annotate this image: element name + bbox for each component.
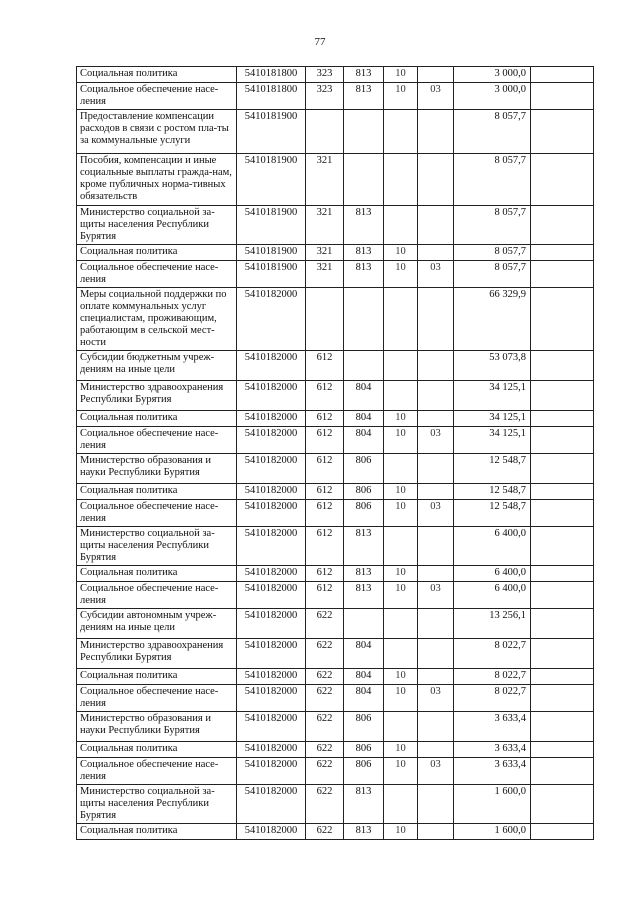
- row-amount-cell: 6 400,0: [454, 582, 531, 609]
- row-rz-cell: 10: [384, 261, 418, 288]
- row-vr-cell: 612: [306, 381, 344, 411]
- row-amount-cell: 53 073,8: [454, 351, 531, 381]
- row-code-cell: 5410182000: [237, 288, 306, 351]
- row-empty-cell: [531, 785, 594, 824]
- row-amount-cell: 8 057,7: [454, 154, 531, 206]
- row-vr-cell: 323: [306, 83, 344, 110]
- row-name-cell: Социальное обеспечение насе-ления: [77, 261, 237, 288]
- row-vr-cell: 612: [306, 582, 344, 609]
- row-name-cell: Социальное обеспечение насе-ления: [77, 427, 237, 454]
- row-grbs-cell: 813: [344, 67, 384, 83]
- table-row: [77, 288, 594, 351]
- row-empty-cell: [531, 669, 594, 685]
- row-rz-cell: 10: [384, 245, 418, 261]
- row-pr-cell: [418, 712, 454, 742]
- row-pr-cell: [418, 411, 454, 427]
- table-row: [77, 454, 594, 484]
- row-pr-cell: [418, 785, 454, 824]
- row-grbs-cell: 806: [344, 500, 384, 527]
- table-row: [77, 685, 594, 712]
- row-code-cell: 5410182000: [237, 639, 306, 669]
- row-pr-cell: [418, 288, 454, 351]
- row-pr-cell: 03: [418, 261, 454, 288]
- row-rz-cell: [384, 785, 418, 824]
- row-amount-cell: 12 548,7: [454, 484, 531, 500]
- table-row: [77, 67, 594, 83]
- table-row: [77, 582, 594, 609]
- row-vr-cell: 622: [306, 685, 344, 712]
- row-empty-cell: [531, 582, 594, 609]
- row-grbs-cell: 804: [344, 685, 384, 712]
- row-grbs-cell: 804: [344, 411, 384, 427]
- row-rz-cell: 10: [384, 758, 418, 785]
- row-code-cell: 5410182000: [237, 742, 306, 758]
- row-rz-cell: [384, 351, 418, 381]
- row-amount-cell: 34 125,1: [454, 381, 531, 411]
- row-pr-cell: 03: [418, 83, 454, 110]
- row-name-cell: Социальная политика: [77, 411, 237, 427]
- row-grbs-cell: [344, 110, 384, 154]
- row-pr-cell: 03: [418, 500, 454, 527]
- row-vr-cell: [306, 288, 344, 351]
- row-grbs-cell: [344, 288, 384, 351]
- row-pr-cell: [418, 381, 454, 411]
- row-rz-cell: 10: [384, 669, 418, 685]
- row-pr-cell: 03: [418, 758, 454, 785]
- row-vr-cell: 321: [306, 245, 344, 261]
- row-empty-cell: [531, 609, 594, 639]
- row-amount-cell: 8 022,7: [454, 669, 531, 685]
- row-grbs-cell: 806: [344, 758, 384, 785]
- table-row: [77, 785, 594, 824]
- table-row: [77, 83, 594, 110]
- row-rz-cell: [384, 381, 418, 411]
- row-name-cell: Министерство социальной за-щиты населения Республики Бурятия: [77, 527, 237, 566]
- row-code-cell: 5410182000: [237, 685, 306, 712]
- row-vr-cell: 612: [306, 500, 344, 527]
- row-grbs-cell: 813: [344, 785, 384, 824]
- row-vr-cell: 622: [306, 758, 344, 785]
- table-row: [77, 351, 594, 381]
- row-rz-cell: [384, 288, 418, 351]
- table-row: [77, 609, 594, 639]
- row-code-cell: 5410182000: [237, 500, 306, 527]
- row-grbs-cell: 806: [344, 742, 384, 758]
- row-empty-cell: [531, 381, 594, 411]
- row-code-cell: 5410181900: [237, 245, 306, 261]
- row-vr-cell: 323: [306, 67, 344, 83]
- table-row: [77, 261, 594, 288]
- row-code-cell: 5410181900: [237, 154, 306, 206]
- table-row: [77, 411, 594, 427]
- row-name-cell: Министерство социальной за-щиты населения Республики Бурятия: [77, 785, 237, 824]
- row-rz-cell: 10: [384, 582, 418, 609]
- row-empty-cell: [531, 206, 594, 245]
- row-vr-cell: 612: [306, 566, 344, 582]
- table-row: [77, 154, 594, 206]
- row-empty-cell: [531, 685, 594, 712]
- row-amount-cell: 8 057,7: [454, 110, 531, 154]
- row-vr-cell: 321: [306, 261, 344, 288]
- row-amount-cell: 8 057,7: [454, 206, 531, 245]
- row-grbs-cell: 806: [344, 454, 384, 484]
- row-grbs-cell: [344, 609, 384, 639]
- row-rz-cell: [384, 454, 418, 484]
- row-name-cell: Социальное обеспечение насе-ления: [77, 685, 237, 712]
- row-name-cell: Социальная политика: [77, 824, 237, 840]
- row-rz-cell: 10: [384, 427, 418, 454]
- row-vr-cell: 622: [306, 712, 344, 742]
- row-grbs-cell: 804: [344, 639, 384, 669]
- row-rz-cell: 10: [384, 484, 418, 500]
- row-empty-cell: [531, 261, 594, 288]
- row-name-cell: Министерство образования и науки Республики Бурятия: [77, 454, 237, 484]
- row-pr-cell: [418, 67, 454, 83]
- row-amount-cell: 1 600,0: [454, 785, 531, 824]
- row-amount-cell: 8 057,7: [454, 245, 531, 261]
- table-row: [77, 500, 594, 527]
- row-code-cell: 5410182000: [237, 566, 306, 582]
- table-row: [77, 742, 594, 758]
- row-pr-cell: [418, 110, 454, 154]
- row-amount-cell: 12 548,7: [454, 500, 531, 527]
- row-empty-cell: [531, 67, 594, 83]
- row-grbs-cell: 804: [344, 427, 384, 454]
- row-code-cell: 5410182000: [237, 609, 306, 639]
- row-grbs-cell: 813: [344, 582, 384, 609]
- row-name-cell: Предоставление компенсации расходов в связи с ростом пла-ты за коммунальные услуги: [77, 110, 237, 154]
- row-vr-cell: 622: [306, 669, 344, 685]
- row-pr-cell: [418, 639, 454, 669]
- row-amount-cell: 6 400,0: [454, 527, 531, 566]
- row-pr-cell: 03: [418, 427, 454, 454]
- row-amount-cell: 3 633,4: [454, 712, 531, 742]
- row-amount-cell: 8 022,7: [454, 685, 531, 712]
- row-code-cell: 5410182000: [237, 669, 306, 685]
- row-empty-cell: [531, 245, 594, 261]
- row-name-cell: Меры социальной поддержки по оплате коммунальных услуг специалистам, проживающим, работающим в сельской мест-ности: [77, 288, 237, 351]
- row-amount-cell: 66 329,9: [454, 288, 531, 351]
- row-amount-cell: 3 633,4: [454, 742, 531, 758]
- row-empty-cell: [531, 527, 594, 566]
- row-name-cell: Социальная политика: [77, 742, 237, 758]
- row-empty-cell: [531, 484, 594, 500]
- row-vr-cell: 612: [306, 351, 344, 381]
- table-row: [77, 566, 594, 582]
- row-code-cell: 5410181800: [237, 83, 306, 110]
- row-pr-cell: [418, 245, 454, 261]
- row-name-cell: Социальное обеспечение насе-ления: [77, 500, 237, 527]
- row-empty-cell: [531, 639, 594, 669]
- row-empty-cell: [531, 427, 594, 454]
- row-amount-cell: 13 256,1: [454, 609, 531, 639]
- row-empty-cell: [531, 758, 594, 785]
- row-pr-cell: [418, 742, 454, 758]
- row-rz-cell: [384, 639, 418, 669]
- row-name-cell: Социальное обеспечение насе-ления: [77, 758, 237, 785]
- row-vr-cell: 612: [306, 427, 344, 454]
- row-code-cell: 5410181900: [237, 110, 306, 154]
- row-vr-cell: 321: [306, 206, 344, 245]
- table-row: [77, 245, 594, 261]
- row-name-cell: Пособия, компенсации и иные социальные выплаты гражда-нам, кроме публичных норма-тивных обязательств: [77, 154, 237, 206]
- row-vr-cell: 612: [306, 454, 344, 484]
- row-empty-cell: [531, 566, 594, 582]
- row-grbs-cell: 813: [344, 261, 384, 288]
- row-vr-cell: 622: [306, 742, 344, 758]
- row-amount-cell: 1 600,0: [454, 824, 531, 840]
- row-rz-cell: 10: [384, 83, 418, 110]
- row-pr-cell: [418, 824, 454, 840]
- row-pr-cell: 03: [418, 685, 454, 712]
- row-amount-cell: 34 125,1: [454, 427, 531, 454]
- row-code-cell: 5410182000: [237, 824, 306, 840]
- row-code-cell: 5410182000: [237, 411, 306, 427]
- row-rz-cell: [384, 609, 418, 639]
- row-pr-cell: [418, 454, 454, 484]
- row-pr-cell: [418, 154, 454, 206]
- row-grbs-cell: 813: [344, 824, 384, 840]
- row-grbs-cell: [344, 351, 384, 381]
- row-code-cell: 5410182000: [237, 381, 306, 411]
- row-empty-cell: [531, 742, 594, 758]
- row-grbs-cell: 813: [344, 206, 384, 245]
- table-row: [77, 639, 594, 669]
- row-empty-cell: [531, 110, 594, 154]
- table-row: [77, 669, 594, 685]
- row-pr-cell: [418, 566, 454, 582]
- row-code-cell: 5410181800: [237, 67, 306, 83]
- row-name-cell: Социальная политика: [77, 669, 237, 685]
- row-vr-cell: 622: [306, 639, 344, 669]
- row-name-cell: Социальная политика: [77, 245, 237, 261]
- row-code-cell: 5410182000: [237, 427, 306, 454]
- row-code-cell: 5410181900: [237, 206, 306, 245]
- row-code-cell: 5410182000: [237, 758, 306, 785]
- row-name-cell: Субсидии бюджетным учреж-дениям на иные цели: [77, 351, 237, 381]
- row-vr-cell: [306, 110, 344, 154]
- row-rz-cell: 10: [384, 500, 418, 527]
- row-empty-cell: [531, 454, 594, 484]
- table-row: [77, 110, 594, 154]
- row-vr-cell: 612: [306, 411, 344, 427]
- row-rz-cell: 10: [384, 411, 418, 427]
- row-rz-cell: 10: [384, 566, 418, 582]
- row-rz-cell: 10: [384, 67, 418, 83]
- row-grbs-cell: 813: [344, 245, 384, 261]
- row-amount-cell: 8 022,7: [454, 639, 531, 669]
- row-code-cell: 5410182000: [237, 712, 306, 742]
- row-name-cell: Социальная политика: [77, 484, 237, 500]
- row-grbs-cell: 806: [344, 712, 384, 742]
- row-rz-cell: 10: [384, 824, 418, 840]
- row-code-cell: 5410182000: [237, 527, 306, 566]
- table-row: [77, 824, 594, 840]
- row-pr-cell: [418, 669, 454, 685]
- row-pr-cell: [418, 351, 454, 381]
- row-amount-cell: 8 057,7: [454, 261, 531, 288]
- row-rz-cell: [384, 527, 418, 566]
- row-name-cell: Министерство здравоохранения Республики Бурятия: [77, 639, 237, 669]
- row-grbs-cell: 813: [344, 566, 384, 582]
- row-code-cell: 5410182000: [237, 582, 306, 609]
- budget-table: [76, 66, 594, 840]
- table-row: [77, 527, 594, 566]
- row-amount-cell: 3 000,0: [454, 67, 531, 83]
- row-grbs-cell: 806: [344, 484, 384, 500]
- row-grbs-cell: 804: [344, 381, 384, 411]
- row-code-cell: 5410182000: [237, 785, 306, 824]
- row-rz-cell: [384, 206, 418, 245]
- page-number: 77: [314, 36, 326, 48]
- row-rz-cell: 10: [384, 742, 418, 758]
- row-code-cell: 5410182000: [237, 454, 306, 484]
- row-code-cell: 5410181900: [237, 261, 306, 288]
- row-name-cell: Социальная политика: [77, 67, 237, 83]
- row-empty-cell: [531, 411, 594, 427]
- row-pr-cell: [418, 206, 454, 245]
- table-row: [77, 484, 594, 500]
- row-empty-cell: [531, 351, 594, 381]
- row-rz-cell: 10: [384, 685, 418, 712]
- row-vr-cell: 612: [306, 484, 344, 500]
- row-empty-cell: [531, 500, 594, 527]
- row-pr-cell: [418, 484, 454, 500]
- row-name-cell: Социальное обеспечение насе-ления: [77, 83, 237, 110]
- table-row: [77, 206, 594, 245]
- table-row: [77, 381, 594, 411]
- row-grbs-cell: [344, 154, 384, 206]
- row-code-cell: 5410182000: [237, 351, 306, 381]
- row-name-cell: Министерство образования и науки Республики Бурятия: [77, 712, 237, 742]
- row-name-cell: Субсидии автономным учреж-дениям на иные цели: [77, 609, 237, 639]
- row-pr-cell: [418, 527, 454, 566]
- row-empty-cell: [531, 824, 594, 840]
- row-amount-cell: 3 000,0: [454, 83, 531, 110]
- row-vr-cell: 612: [306, 527, 344, 566]
- row-amount-cell: 34 125,1: [454, 411, 531, 427]
- row-vr-cell: 622: [306, 609, 344, 639]
- row-empty-cell: [531, 288, 594, 351]
- table-row: [77, 712, 594, 742]
- row-name-cell: Социальное обеспечение насе-ления: [77, 582, 237, 609]
- table-row: [77, 427, 594, 454]
- row-grbs-cell: 813: [344, 527, 384, 566]
- row-name-cell: Министерство социальной за-щиты населения Республики Бурятия: [77, 206, 237, 245]
- row-empty-cell: [531, 154, 594, 206]
- row-empty-cell: [531, 712, 594, 742]
- row-empty-cell: [531, 83, 594, 110]
- row-name-cell: Министерство здравоохранения Республики Бурятия: [77, 381, 237, 411]
- row-pr-cell: [418, 609, 454, 639]
- row-code-cell: 5410182000: [237, 484, 306, 500]
- row-pr-cell: 03: [418, 582, 454, 609]
- row-vr-cell: 321: [306, 154, 344, 206]
- row-rz-cell: [384, 110, 418, 154]
- row-vr-cell: 622: [306, 785, 344, 824]
- row-amount-cell: 12 548,7: [454, 454, 531, 484]
- row-rz-cell: [384, 712, 418, 742]
- row-vr-cell: 622: [306, 824, 344, 840]
- table-row: [77, 758, 594, 785]
- row-rz-cell: [384, 154, 418, 206]
- row-amount-cell: 6 400,0: [454, 566, 531, 582]
- row-grbs-cell: 813: [344, 83, 384, 110]
- row-name-cell: Социальная политика: [77, 566, 237, 582]
- row-grbs-cell: 804: [344, 669, 384, 685]
- row-amount-cell: 3 633,4: [454, 758, 531, 785]
